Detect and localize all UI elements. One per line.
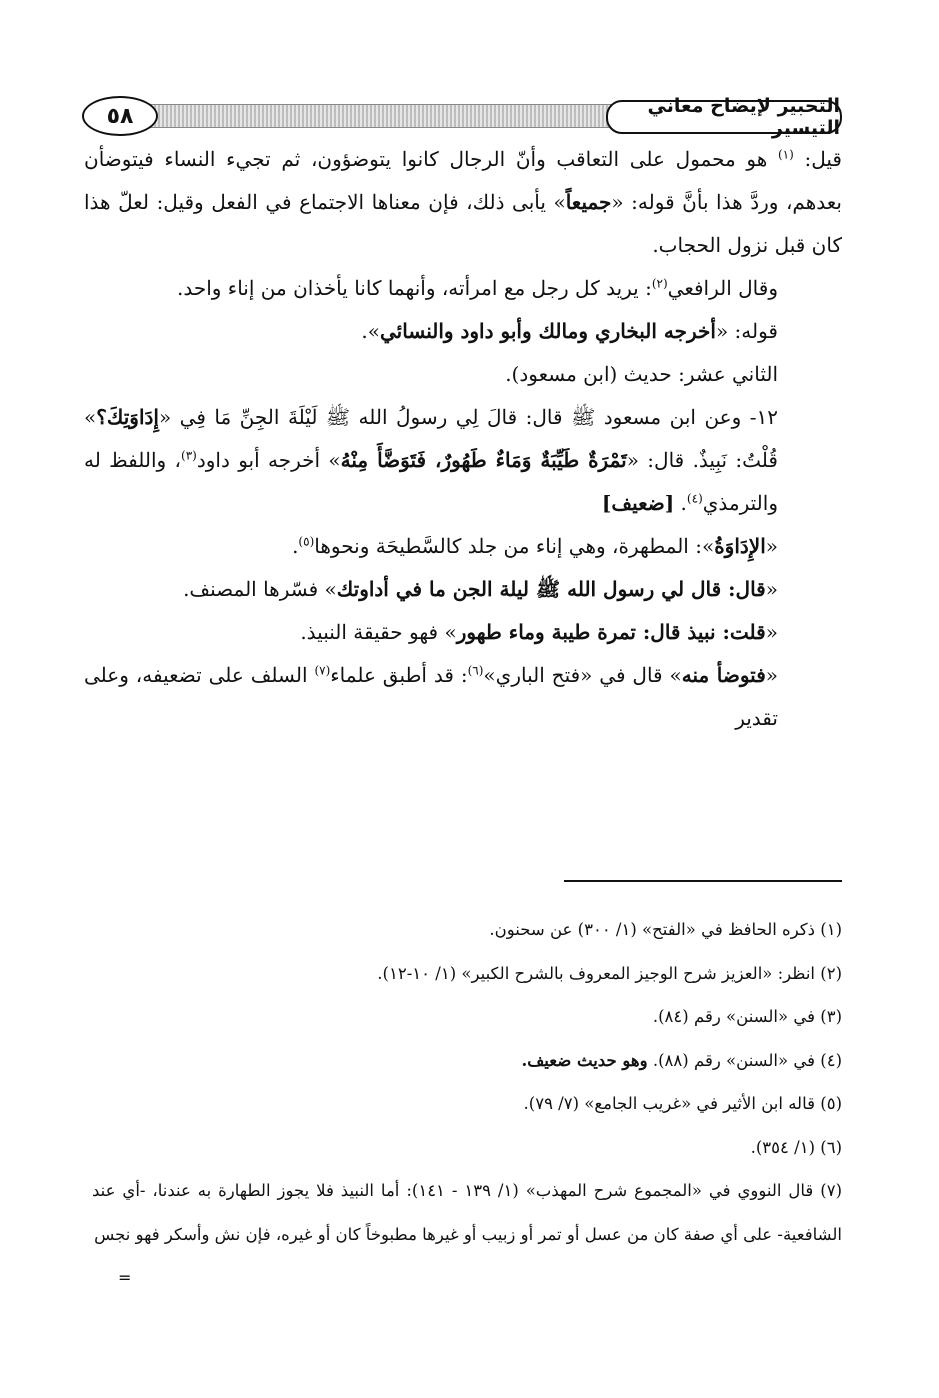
footnote-6: (٦) (١/ ٣٥٤). [750,1137,842,1157]
footnote-7: (٧) قال النووي في «المجموع شرح المهذب» (١/ ١٣٩ - ١٤١): أما النبيذ فلا يجوز الطهارة به عندنا، -أي عند الشافعية- على أي صفة كان من عسل أو تمر أو زبيب أو غيرها مطبوخاً كان أو غيره، فإن نش وأسكر فهو نجس [92,1181,842,1244]
footnote-ref-6[interactable]: (٦) [467,663,484,678]
footnote-5: (٥) قاله ابن الأثير في «غريب الجامع» (٧/ ٧٩). [523,1094,842,1113]
paragraph-2: وقال الرافعي$^{(٢)}$: يريد كل رجل مع امرأته، وأنهما كانا يأخذان من إناء واحد. [177,276,778,300]
running-title: التحبير لإيضاح معاني التيسير [606,100,842,134]
footnote-ref-3[interactable]: (٣) [181,448,197,463]
paragraph-8: «قلت: نبيذ قال: تمرة طيبة وماء طهور» فهو حقيقة النبيذ. [300,620,778,644]
main-text [84,138,842,740]
footnote-2: (٢) انظر: «العزيز شرح الوجيز المعروف بالشرح الكبير» (١/ ١٠-١٢). [377,963,842,983]
paragraph-4: الثاني عشر: حديث (ابن مسعود). [505,362,778,386]
footnote-1: (١) ذكره الحافظ في «الفتح» (١/ ٣٠٠) عن سحنون. [489,920,842,939]
footnote-ref-2[interactable]: (٢) [651,276,668,291]
paragraph-3: قوله: «أخرجه البخاري ومالك وأبو داود والنسائي». [361,319,778,343]
footnote-ref-4[interactable]: (٤) [686,491,703,506]
footnote-4: (٤) في «السنن» رقم (٨٨). وهو حديث ضعيف. [521,1050,842,1070]
paragraph-1: قيل: $^{(١)}$ هو محمول على التعاقب وأنّ الرجال كانوا يتوضؤون، ثم تجيء النساء فيتوضأن بعدهم، وردَّ هذا بأنَّ قوله: «جميعاً» يأبى ذلك، فإن معناها الاجتماع في الفعل وقيل: لعلّ هذا كان قبل نزول الحجاب. [84,147,842,257]
paragraph-7: «قال: قال لي رسول الله ﷺ ليلة الجن ما في أداوتك» فسّرها المصنف. [183,577,778,601]
page-header [82,94,842,138]
footnote-ref-7[interactable]: (٧) [314,663,331,678]
footnotes [92,908,842,1256]
paragraph-9: «فتوضأ منه» قال في «فتح الباري»$^{(٦)}$: قد أطبق علماء$^{(٧)}$ السلف على تضعيفه، وعلى تقدير [84,663,778,730]
page-number: ٥٨ [82,96,158,136]
footnote-3: (٣) في «السنن» رقم (٨٤). [652,1007,842,1026]
footnote-ref-5[interactable]: (٥) [298,534,315,549]
footnote-separator [564,880,842,882]
hadith-12: ١٢- وعن ابن مسعود ﷺ قال: قالَ لِي رسولُ الله ﷺ لَيْلَةَ الجِنِّ مَا فِي «إِدَاوَتِكَ؟» قُلْتُ: نَبِيذٌ. قال: «تَمْرَةٌ طَيِّبَةٌ وَمَاءٌ طَهُورٌ، فَتَوَضَّأَ مِنْهُ» أخرجه أبو داود$^{(٣)}$، واللفظ له والترمذي$^{(٤)}$. [ضعيف] [84,405,778,515]
grade-label: [ضعيف] [601,491,675,515]
header-decorative-band [142,104,612,128]
footnote-ref-1[interactable]: (١) [777,147,794,162]
paragraph-6: «الإِدَاوَةُ»: المطهرة، وهي إناء من جلد كالسَّطيحَة ونحوها$^{(٥)}$. [292,534,778,558]
continuation-mark: = [118,1268,132,1287]
